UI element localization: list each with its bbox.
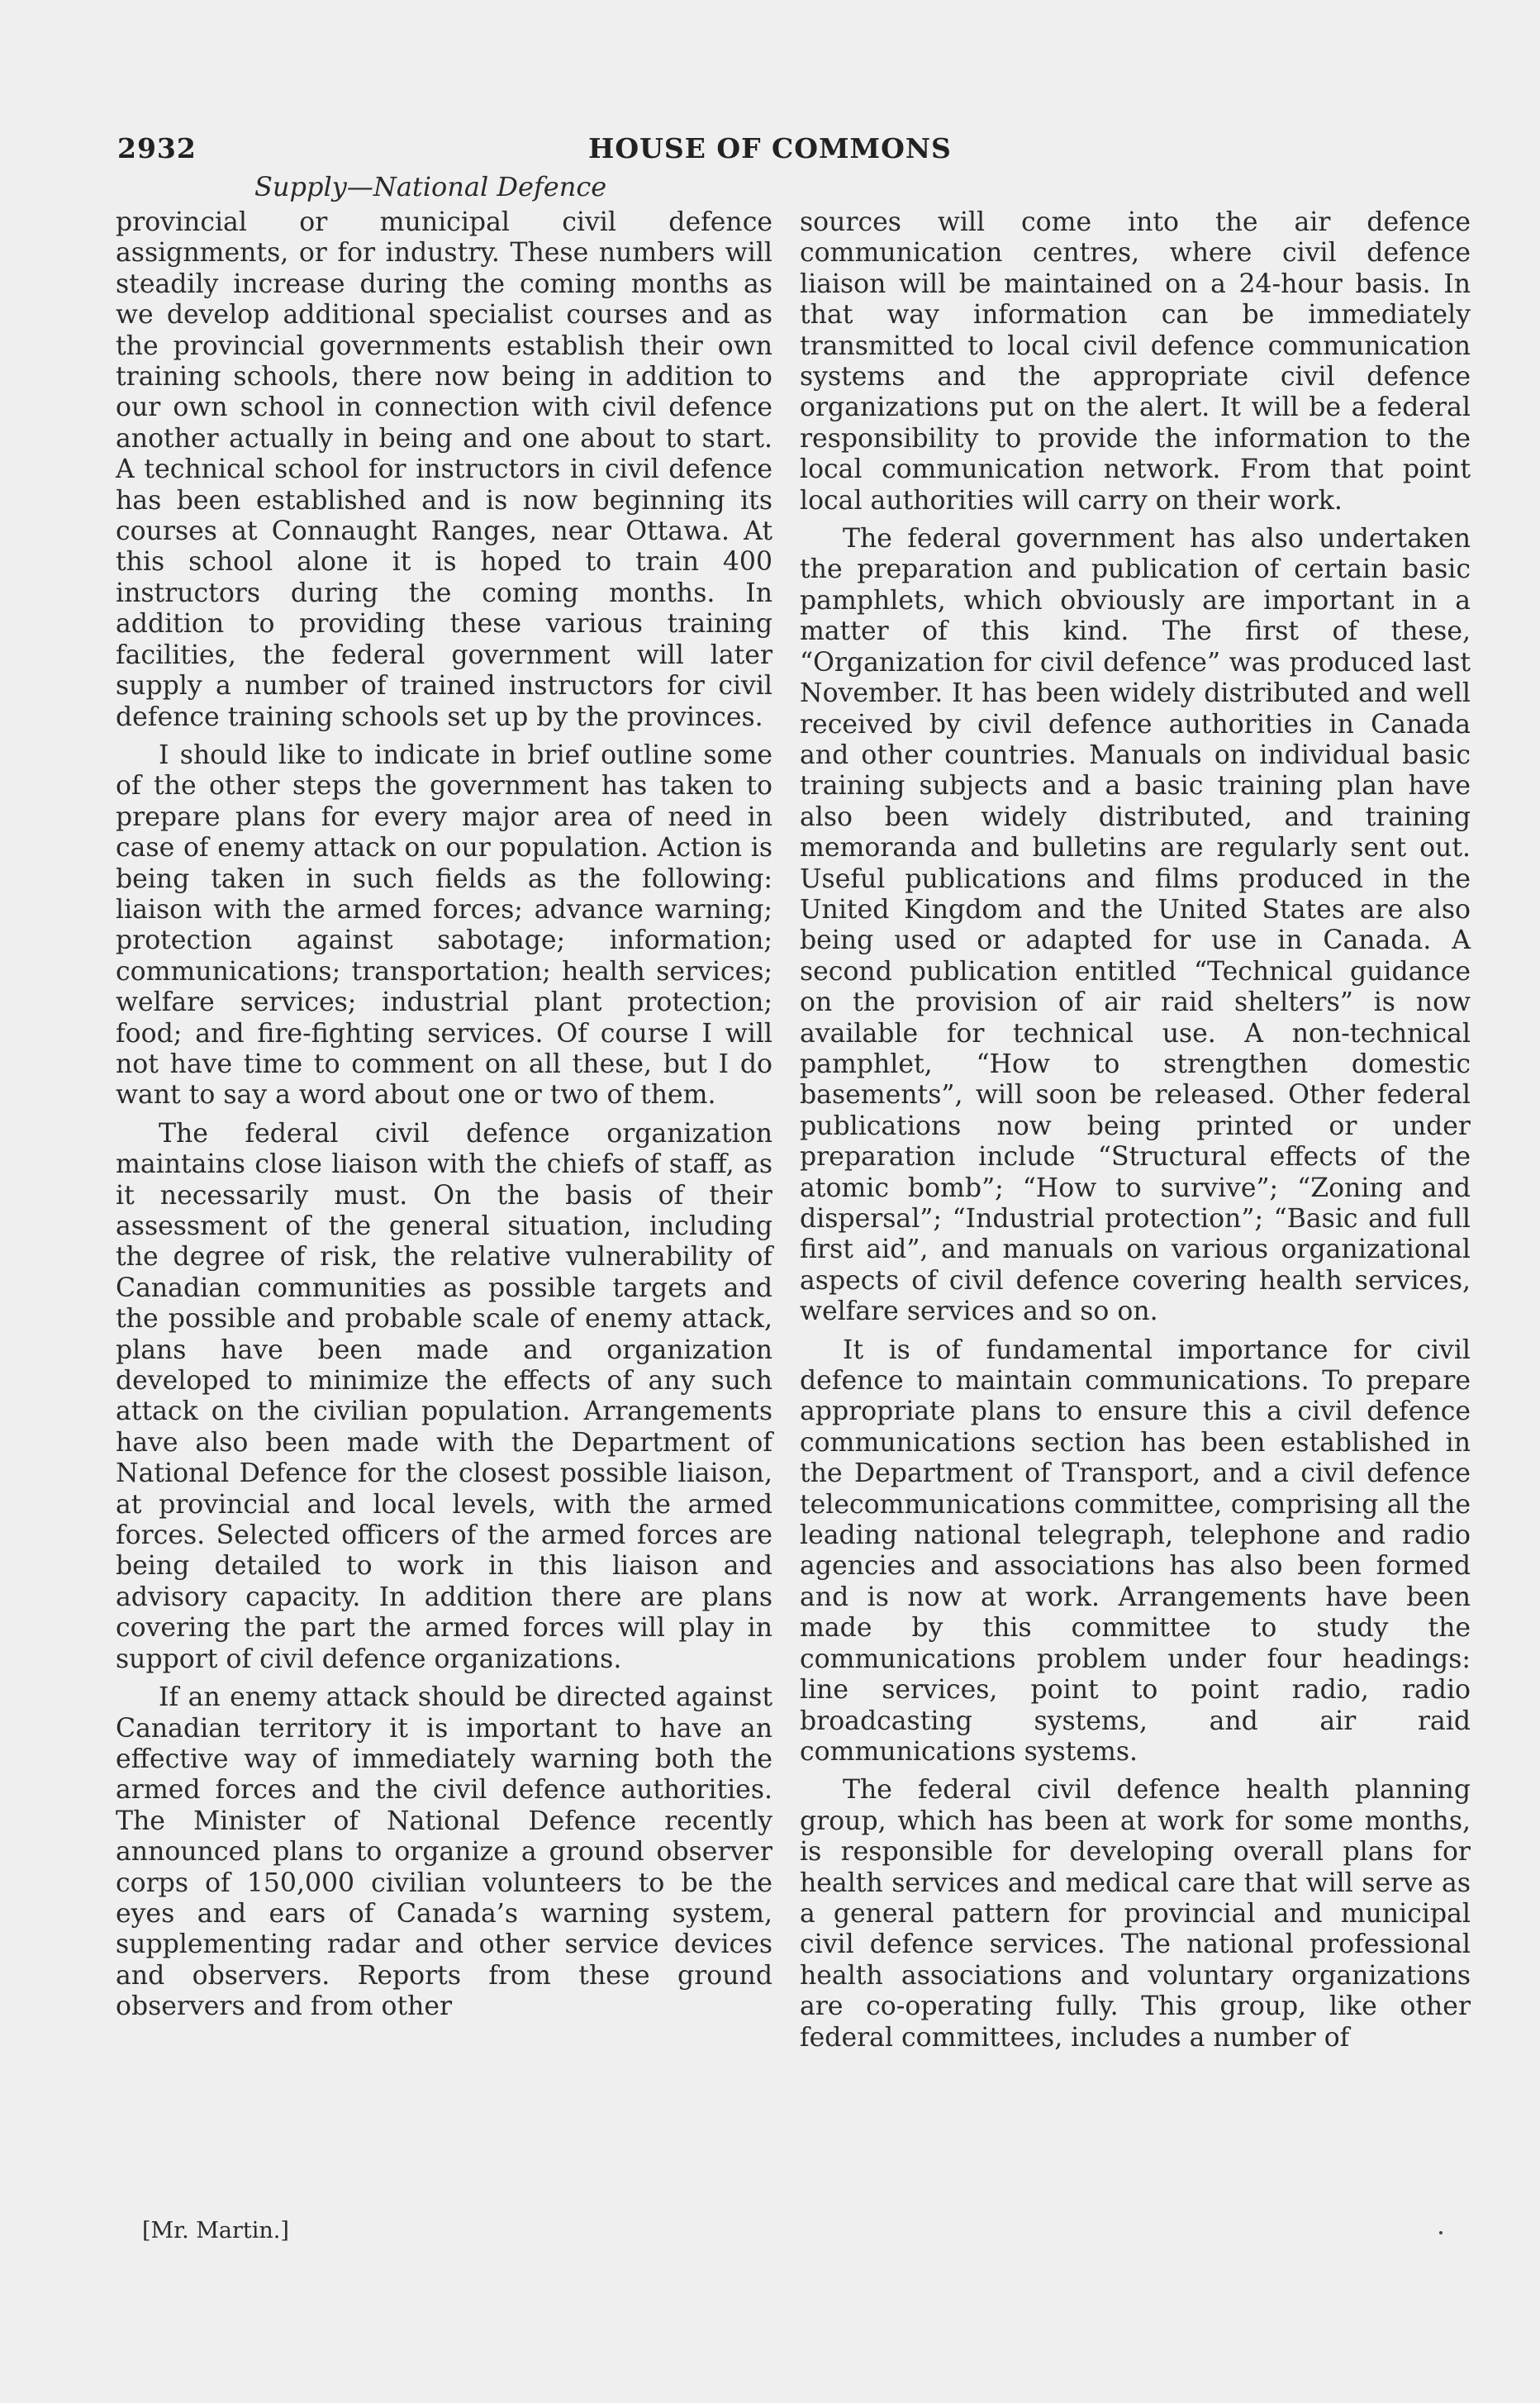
paragraph: It is of fundamental importance for civil defence to maintain communications. To prepare appropriate plans to ensure this a civil defence communications section has been established in the Department of Transport, and a civil defence telecommunications committee, comprising all the leading national telegraph, telephone and radio agencies and associations has also been formed and is now at work. Arrangements have been made by this committee to study the communications problem under four headings: line services, point to point radio, radio broadcasting systems, and air raid communications systems.: [800, 1335, 1471, 1767]
section-heading: Supply—National Defence: [254, 171, 607, 202]
print-speck: [1439, 2231, 1443, 2234]
left-column: [116, 207, 772, 2030]
paragraph: sources will come into the air defence communication centres, where civil defence liaison will be maintained on a 24-hour basis. In that way information can be immediately transmitted to local civil defence communication systems and the appropriate civil defence organizations put on the alert. It will be a federal responsibility to provide the information to the local communication network. From that point local authorities will carry on their work.: [800, 207, 1471, 516]
paragraph: The federal civil defence organization maintains close liaison with the chiefs of staff, as it necessarily must. On the basis of their assessment of the general situation, including the degree of risk, the relative vulnerability of Canadian communities as possible targets and the possible and probable scale of enemy attack, plans have been made and organization developed to minimize the effects of any such attack on the civilian population. Arrangements have also been made with the Department of National Defence for the closest possible liaison, at provincial and local levels, with the armed forces. Selected officers of the armed forces are being detailed to work in this liaison and advisory capacity. In addition there are plans covering the part the armed forces will play in support of civil defence organizations.: [116, 1118, 772, 1674]
paragraph: I should like to indicate in brief outline some of the other steps the government has taken to prepare plans for every major area of need in case of enemy attack on our population. Action is being taken in such fields as the following: liaison with the armed forces; advance warning; protection against sabotage; information; communications; transportation; health services; welfare services; industrial plant protection; food; and fire-fighting services. Of course I will not have time to comment on all these, but I do want to say a word about one or two of them.: [116, 740, 772, 1111]
paragraph: The federal government has also undertaken the preparation and publication of certain basic pamphlets, which obviously are important in a matter of this kind. The first of these, “Organization for civil defence” was produced last November. It has been widely distributed and well received by civil defence authorities in Canada and other countries. Manuals on individual basic training subjects and a basic training plan have also been widely distributed, and training memoranda and bulletins are regularly sent out. Useful publications and films produced in the United Kingdom and the United States are also being used or adapted for use in Canada. A second publication entitled “Technical guidance on the provision of air raid shelters” is now available for technical use. A non-technical pamphlet, “How to strengthen domestic basements”, will soon be released. Other federal publications now being printed or under preparation include “Structural effects of the atomic bomb”; “How to survive”; “Zoning and dispersal”; “Industrial protection”; “Basic and full first aid”, and manuals on various organizational aspects of civil defence covering health services, welfare services and so on.: [800, 524, 1471, 1327]
paragraph: The federal civil defence health planning group, which has been at work for some months, is responsible for developing overall plans for health services and medical care that will serve as a general pattern for provincial and municipal civil defence services. The national professional health associations and voluntary organizations are co-operating fully. This group, like other federal committees, includes a number of: [800, 1775, 1471, 2053]
page-number: 2932: [117, 132, 197, 164]
right-column: [800, 207, 1471, 2061]
running-head-title: HOUSE OF COMMONS: [588, 132, 952, 164]
paragraph: provincial or municipal civil defence assignments, or for industry. These numbers will steadily increase during the coming months as we develop additional specialist courses and as the provincial governments establish their own training schools, there now being in addition to our own school in connection with civil defence another actually in being and one about to start. A technical school for instructors in civil defence has been established and is now beginning its courses at Connaught Ranges, near Ottawa. At this school alone it is hoped to train 400 instructors during the coming months. In addition to providing these various training facilities, the federal government will later supply a number of trained instructors for civil defence training schools set up by the provinces.: [116, 207, 772, 732]
paragraph: If an enemy attack should be directed against Canadian territory it is important to have an effective way of immediately warning both the armed forces and the civil defence authorities. The Minister of National Defence recently announced plans to organize a ground observer corps of 150,000 civilian volunteers to be the eyes and ears of Canada’s warning system, supplementing radar and other service devices and observers. Reports from these ground observers and from other: [116, 1682, 772, 2022]
speaker-footnote: [Mr. Martin.]: [142, 2218, 289, 2244]
